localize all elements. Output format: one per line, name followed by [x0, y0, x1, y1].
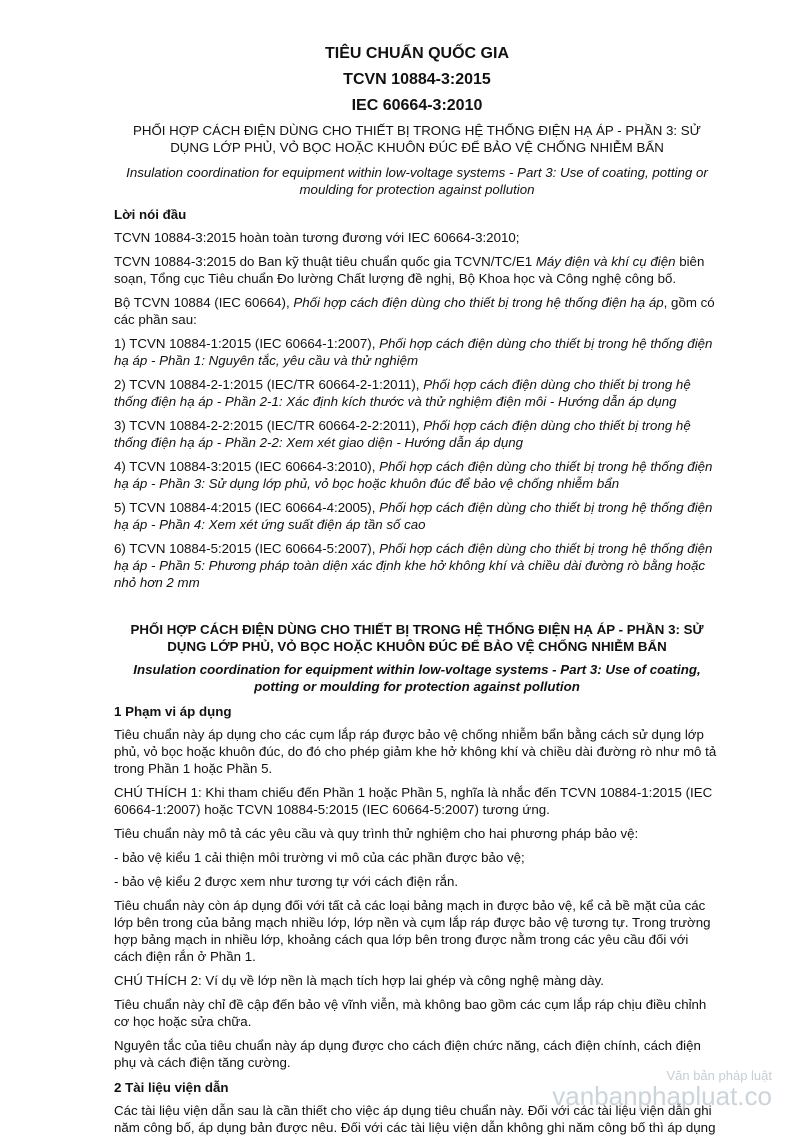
- section-2-heading: 2 Tài liệu viện dẫn: [114, 1080, 229, 1095]
- standard-heading: TIÊU CHUẨN QUỐC GIA: [325, 45, 509, 62]
- s2-paragraph: Các tài liệu viện dẫn sau là cần thiết cho việc áp dụng tiêu chuẩn này. Đối với các tài liệu viện dẫn ghi năm công bố, áp dụng bản được nêu. Đối với các tài liệu viện dẫn không ghi năm công bố thì áp dụng: [114, 1103, 716, 1135]
- part-item: 4) TCVN 10884-3:2015 (IEC 60664-3:2010), Phối hợp cách điện dùng cho thiết bị trong hệ thống điện hạ áp - Phần 3: Sử dụng lớp phủ, vỏ bọc hoặc khuôn đúc để bảo vệ chống nhiễm bẩn: [114, 459, 713, 491]
- foreword-p2: TCVN 10884-3:2015 do Ban kỹ thuật tiêu chuẩn quốc gia TCVN/TC/E1 Máy điện và khí cụ điện biên soạn, Tổng cục Tiêu chuẩn Đo lường Chất lượng đề nghị, Bộ Khoa học và Công nghệ công bố.: [114, 254, 705, 286]
- iec-code: IEC 60664-3:2010: [351, 97, 483, 114]
- watermark-line-1: Văn bản pháp luật: [666, 1068, 772, 1083]
- part-item: 3) TCVN 10884-2-2:2015 (IEC/TR 60664-2-2:2011), Phối hợp cách điện dùng cho thiết bị trong hệ thống điện hạ áp - Phần 2-2: Xem xét giao diện - Hướng dẫn áp dụng: [114, 418, 691, 450]
- document-page: [114, 44, 720, 1143]
- watermark-line-2: vanbanphapluat.co: [552, 1081, 772, 1111]
- section-1-heading: 1 Phạm vi áp dụng: [114, 704, 232, 719]
- s1-bullet: - bảo vệ kiểu 1 cải thiện môi trường vi mô của các phần được bảo vệ;: [114, 850, 525, 865]
- part-item: 6) TCVN 10884-5:2015 (IEC 60664-5:2007), Phối hợp cách điện dùng cho thiết bị trong hệ thống điện hạ áp - Phần 5: Phương pháp toàn diện xác định khe hở không khí và chiều dài đường rò bằng hoặc nhỏ hơn 2 mm: [114, 541, 713, 590]
- s1-paragraph: Nguyên tắc của tiêu chuẩn này áp dụng được cho cách điện chức năng, cách điện chính, cách điện phụ và cách điện tăng cường.: [114, 1038, 701, 1070]
- part-item: 5) TCVN 10884-4:2015 (IEC 60664-4:2005), Phối hợp cách điện dùng cho thiết bị trong hệ thống điện hạ áp - Phần 4: Xem xét ứng suất điện áp tần số cao: [114, 500, 713, 532]
- main-vn-title: PHỐI HỢP CÁCH ĐIỆN DÙNG CHO THIẾT BỊ TRONG HỆ THỐNG ĐIỆN HẠ ÁP - PHẦN 3: SỬ DỤNG LỚP PHỦ, VỎ BỌC HOẶC KHUÔN ĐÚC ĐỂ BẢO VỆ CHỐNG NHIỄM BẨN: [130, 622, 704, 654]
- s1-note-2: CHÚ THÍCH 2: Ví dụ về lớp nền là mạch tích hợp lai ghép và công nghệ màng dày.: [114, 973, 604, 988]
- part-item: 2) TCVN 10884-2-1:2015 (IEC/TR 60664-2-1:2011), Phối hợp cách điện dùng cho thiết bị trong hệ thống điện hạ áp - Phần 2-1: Xác định kích thước và thử nghiệm điện môi - Hướng dẫn áp dụng: [114, 377, 691, 409]
- vn-title: PHỐI HỢP CÁCH ĐIỆN DÙNG CHO THIẾT BỊ TRONG HỆ THỐNG ĐIỆN HẠ ÁP - PHẦN 3: SỬ DỤNG LỚP PHỦ, VỎ BỌC HOẶC KHUÔN ĐÚC ĐỂ BẢO VỆ CHỐNG NHIỄM BẨN: [132, 123, 702, 155]
- en-title: Insulation coordination for equipment within low-voltage systems - Part 3: Use of coating, potting or moulding for protection against pollution: [126, 165, 708, 197]
- s1-paragraph: Tiêu chuẩn này mô tả các yêu cầu và quy trình thử nghiệm cho hai phương pháp bảo vệ:: [114, 826, 639, 841]
- foreword-heading: Lời nói đầu: [114, 207, 187, 222]
- tcvn-code: TCVN 10884-3:2015: [343, 71, 491, 88]
- s1-note-1: CHÚ THÍCH 1: Khi tham chiếu đến Phần 1 hoặc Phần 5, nghĩa là nhắc đến TCVN 10884-1:2015 (IEC 60664-1:2007) hoặc TCVN 10884-5:2015 (IEC 60664-5:2007) tương ứng.: [114, 785, 713, 817]
- s1-paragraph: Tiêu chuẩn này áp dụng cho các cụm lắp ráp được bảo vệ chống nhiễm bẩn bằng cách sử dụng lớp phủ, vỏ bọc hoặc khuôn đúc, do đó cho phép giảm khe hở không khí và chiều dài đường rò như mô tả trong Phần 1 hoặc Phần 5.: [114, 727, 717, 776]
- s1-paragraph: Tiêu chuẩn này còn áp dụng đối với tất cả các loại bảng mạch in được bảo vệ, kể cả bề mặt của các lớp bên trong của bảng mạch nhiều lớp, lớp nền và cụm lắp ráp được bảo vệ tương tự. Trong trường hợp bảng mạch in nhiều lớp, khoảng cách qua lớp bên trong được nằm trong các yêu cầu đối với cách điện rắn ở Phần 1.: [114, 898, 711, 964]
- foreword-p1: TCVN 10884-3:2015 hoàn toàn tương đương với IEC 60664-3:2010;: [114, 230, 520, 245]
- main-en-title: Insulation coordination for equipment within low-voltage systems - Part 3: Use of coating, potting or moulding for protection against pollution: [133, 662, 701, 694]
- s1-bullet: - bảo vệ kiểu 2 được xem như tương tự với cách điện rắn.: [114, 874, 459, 889]
- foreword-p3: Bộ TCVN 10884 (IEC 60664), Phối hợp cách điện dùng cho thiết bị trong hệ thống điện hạ áp, gồm có các phần sau:: [114, 295, 715, 327]
- part-item: 1) TCVN 10884-1:2015 (IEC 60664-1:2007), Phối hợp cách điện dùng cho thiết bị trong hệ thống điện hạ áp - Phần 1: Nguyên tắc, yêu cầu và thử nghiệm: [114, 336, 713, 368]
- s1-paragraph: Tiêu chuẩn này chỉ đề cập đến bảo vệ vĩnh viễn, mà không bao gồm các cụm lắp ráp chịu điều chỉnh cơ học hoặc sửa chữa.: [114, 997, 707, 1029]
